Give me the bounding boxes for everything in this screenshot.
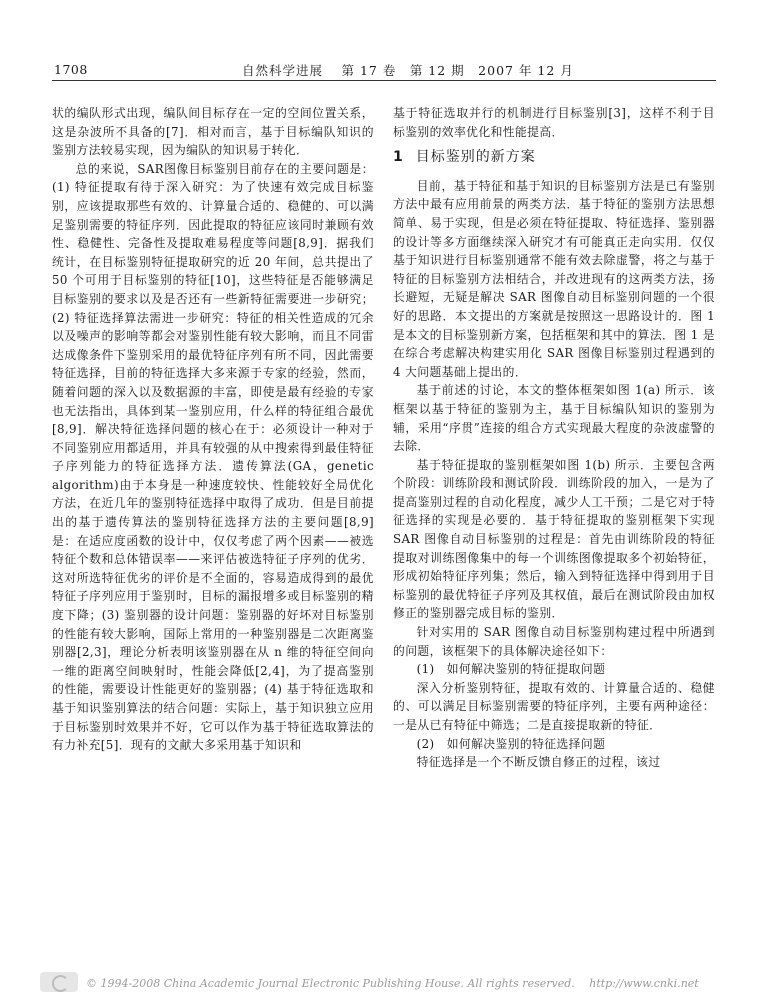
right-column (393, 104, 715, 772)
page-number: 1708 (54, 62, 88, 77)
paragraph: 总的来说，SAR图像目标鉴别目前存在的主要问题是：(1) 特征提取有待于深入研究：为了快速有效完成目标鉴别，应该提取那些有效的、计算量合适的、稳健的、可以满足鉴别需要的特征序列．因此提取的特征应该同时兼顾有效性、稳健性、完备性及提取难易程度等问题[8,9]．据我们统计，在目标鉴别特征提取研究的近 20 年间，总共提出了 50 个可用于目标鉴别的特征[10]，这些特征是否能够满足目标鉴别的要求以及是否还有一些新特征需要进一步研究；(2) 特征选择算法需进一步研究：特征的相关性造成的冗余以及噪声的影响等都会对鉴别性能有较大影响，而且不同雷达成像条件下鉴别采用的最优特征序列有所不同，因此需要特征选择，目前的特征选择大多来源于专家的经验，然而，随着问题的深入以及数据源的丰富，即使是最有经验的专家也无法指出，具体到某一鉴别应用，什么样的特征组合最优[8,9]．解决特征选择问题的核心在于：必须设计一种对于不同鉴别应用都适用，并具有较强的从中搜索得到最佳特征子序列能力的特征选择方法．遗传算法(GA，genetic algorithm)由于本身是一种速度较快、性能较好全局优化方法，在近几年的鉴别特征选择中取得了成功．但是目前提出的基于遗传算法的鉴别特征选择方法的主要问题[8,9]是：在适应度函数的设计中，仅仅考虑了两个因素——被选特征个数和总体错误率——来评估被选特征子序列的优劣．这对所选特征优劣的评价是不全面的，容易造成得到的最优特征子序列应用于鉴别时，目标的漏报增多或目标鉴别的精度下降；(3) 鉴别器的设计问题：鉴别器的好坏对目标鉴别的性能有较大影响，国际上常用的一种鉴别器是二次距离鉴别器[2,3]，理论分析表明该鉴别器在从 n 维的特征空间向一维的距离空间映射时，性能会降低[2,4]，为了提高鉴别的性能，需要设计性能更好的鉴别器；(4) 基于特征选取和基于知识鉴别算法的结合问题：实际上，基于知识独立应用于目标鉴别时效果并不好，它可以作为基于特征选取算法的有力补充[5]．现有的文献大多采用基于知识和 (52, 161, 374, 753)
paragraph: 针对实用的 SAR 图像自动目标鉴别构建过程中所遇到的问题，该框架下的具体解决途径如下： (393, 625, 715, 658)
left-column (52, 104, 374, 755)
paragraph: 基于前述的讨论，本文的整体框架如图 1(a) 所示．该框架以基于特征的鉴别为主，基于目标编队知识的鉴别为辅，采用“序贯”连接的组合方式实现最大程度的杂波虚警的去除． (393, 383, 715, 454)
paragraph: 基于特征提取的鉴别框架如图 1(b) 所示．主要包含两个阶段：训练阶段和测试阶段．训练阶段的加入，一是为了提高鉴别过程的自动化程度，减少人工干预；二是它对于特征选择的实现是必要的．基于特征提取的鉴别框架下实现 SAR 图像自动目标鉴别的过程是：首先由训练阶段的特征提取对训练图像集中的每一个训练图像提取多个初始特征，形成初始特征序列集；然后，输入到特征选择中得到用于目标鉴别的最优特征子序列及其权值，最后在测试阶段由加权修正的鉴别器完成目标的鉴别． (393, 457, 715, 621)
section-title: 目标鉴别的新方案 (415, 149, 536, 166)
section-number: 1 (393, 149, 404, 166)
paragraph: 基于特征选取并行的机制进行目标鉴别[3]，这样不利于目标鉴别的效率优化和性能提高． (393, 106, 715, 139)
journal-info: 自然科学进展 第 17 卷 第 12 期 2007 年 12 月 (242, 63, 574, 78)
section-heading (393, 148, 715, 167)
copyright-notice: © 1994-2008 China Academic Journal Electronic Publishing House. All rights reserved. http://www.cnki.net (86, 977, 699, 990)
subsection-heading: (1) 如何解决鉴别的特征提取问题 (416, 662, 606, 677)
paragraph: 状的编队形式出现，编队间目标存在一定的空间位置关系，这是杂波所不具备的[7]．相对而言，基于目标编队知识的鉴别方法较易实现，因为编队的知识易于转化． (52, 106, 374, 158)
subsection-heading: (2) 如何解决鉴别的特征选择问题 (416, 736, 606, 751)
paragraph: 目前，基于特征和基于知识的目标鉴别方法是已有鉴别方法中最有应用前景的两类方法．基于特征的鉴别方法思想简单、易于实现，但是必须在特征提取、特征选择、鉴别器的设计等多方面继续深入研究才有可能真正走向实用．仅仅基于知识进行目标鉴别通常不能有效去除虚警，将之与基于特征的目标鉴别方法相结合，并改进现有的这两类方法，扬长避短，无疑是解决 SAR 图像自动目标鉴别问题的一个很好的思路．本文提出的方案就是按照这一思路设计的．图 1 是本文的目标鉴别新方案，包括框架和其中的算法．图 1 是在综合考虑解决构建实用化 SAR 图像目标鉴别过程遇到的 4 大问题基础上提出的． (393, 178, 715, 379)
paragraph: 深入分析鉴别特征，提取有效的、计算量合适的、稳健的、可以满足目标鉴别需要的特征序列，主要有两种途径：一是从已有特征中筛选；二是直接提取新的特征． (393, 680, 715, 732)
header-rule (52, 80, 716, 81)
paragraph: 特征选择是一个不断反馈自修正的过程，该过 (416, 755, 661, 770)
footer (40, 972, 730, 994)
cnki-logo-icon (40, 972, 78, 992)
